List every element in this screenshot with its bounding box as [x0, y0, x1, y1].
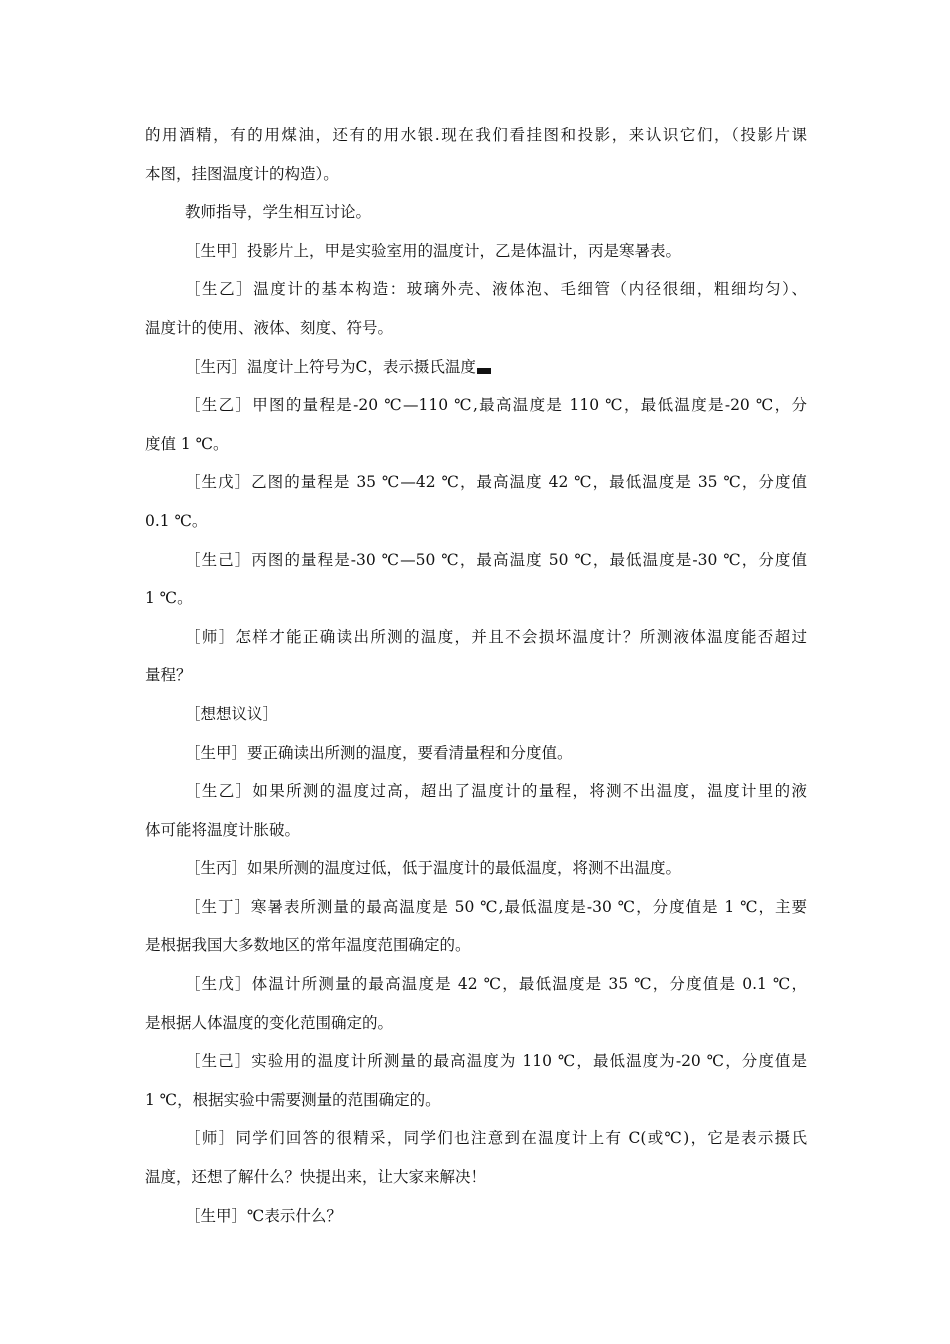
text-line-content: ［生丙］温度计上符号为C，表示摄氏温度	[185, 357, 476, 376]
text-line: ［生甲］要正确读出所测的温度，要看清量程和分度值。	[185, 743, 573, 762]
document-body	[145, 116, 807, 1235]
text-line: 教师指导，学生相互讨论。	[185, 203, 372, 222]
text-line: 1 ℃。	[145, 589, 193, 608]
text-line: ［生丁］寒暑表所测量的最高温度是 50 ℃,最低温度是-30 ℃，分度值是 1 ℃，主要	[185, 897, 807, 916]
text-line	[145, 348, 807, 387]
text-line: ［生乙］温度计的基本构造：玻璃外壳、液体泡、毛细管（内径很细，粗细均匀）、	[185, 280, 807, 299]
text-line: ［生甲］℃表示什么？	[185, 1206, 342, 1225]
text-line: 度值 1 ℃。	[145, 434, 229, 453]
text-line: 0.1 ℃。	[145, 511, 208, 530]
text-line: 本图，挂图温度计的构造）。	[145, 164, 339, 183]
text-line: ［生甲］投影片上，甲是实验室用的温度计，乙是体温计，丙是寒暑表。	[185, 241, 682, 260]
text-line: ［生丙］如果所测的温度过低，低于温度计的最低温度，将测不出温度。	[185, 859, 682, 878]
text-line: 体可能将温度计胀破。	[145, 820, 301, 839]
text-line: ［师］同学们回答的很精采，同学们也注意到在温度计上有 C(或℃)，它是表示摄氏	[185, 1129, 807, 1148]
text-line: ［生乙］如果所测的温度过高，超出了温度计的量程，将测不出温度，温度计里的液	[185, 782, 807, 801]
text-line: 量程？	[145, 666, 192, 685]
text-line: 是根据人体温度的变化范围确定的。	[145, 1013, 394, 1032]
text-line: ［师］怎样才能正确读出所测的温度，并且不会损坏温度计？所测液体温度能否超过	[185, 627, 807, 646]
text-line: ［生己］丙图的量程是-30 ℃—50 ℃，最高温度 50 ℃，最低温度是-30 ℃，分度值	[185, 550, 807, 569]
text-line: ［生乙］甲图的量程是-20 ℃—110 ℃,最高温度是 110 ℃，最低温度是-20 ℃，分	[185, 396, 807, 415]
text-line: 温度计的使用、液体、刻度、符号。	[145, 318, 394, 337]
edit-mark	[477, 368, 491, 374]
text-line: ［生戊］乙图的量程是 35 ℃—42 ℃，最高温度 42 ℃，最低温度是 35 ℃，分度值	[185, 473, 807, 492]
text-line: 1 ℃，根据实验中需要测量的范围确定的。	[145, 1090, 441, 1109]
text-line: 温度，还想了解什么？快提出来，让大家来解决！	[145, 1168, 487, 1187]
text-line: 的用酒精，有的用煤油，还有的用水银.现在我们看挂图和投影，来认识它们，（投影片课	[145, 126, 807, 144]
text-line: ［生戊］体温计所测量的最高温度是 42 ℃，最低温度是 35 ℃，分度值是 0.1 ℃，	[185, 975, 807, 994]
text-line: ［想想议议］	[185, 704, 279, 723]
text-line: ［生己］实验用的温度计所测量的最高温度为 110 ℃，最低温度为-20 ℃，分度值是	[185, 1052, 807, 1071]
text-line: 是根据我国大多数地区的常年温度范围确定的。	[145, 936, 471, 955]
